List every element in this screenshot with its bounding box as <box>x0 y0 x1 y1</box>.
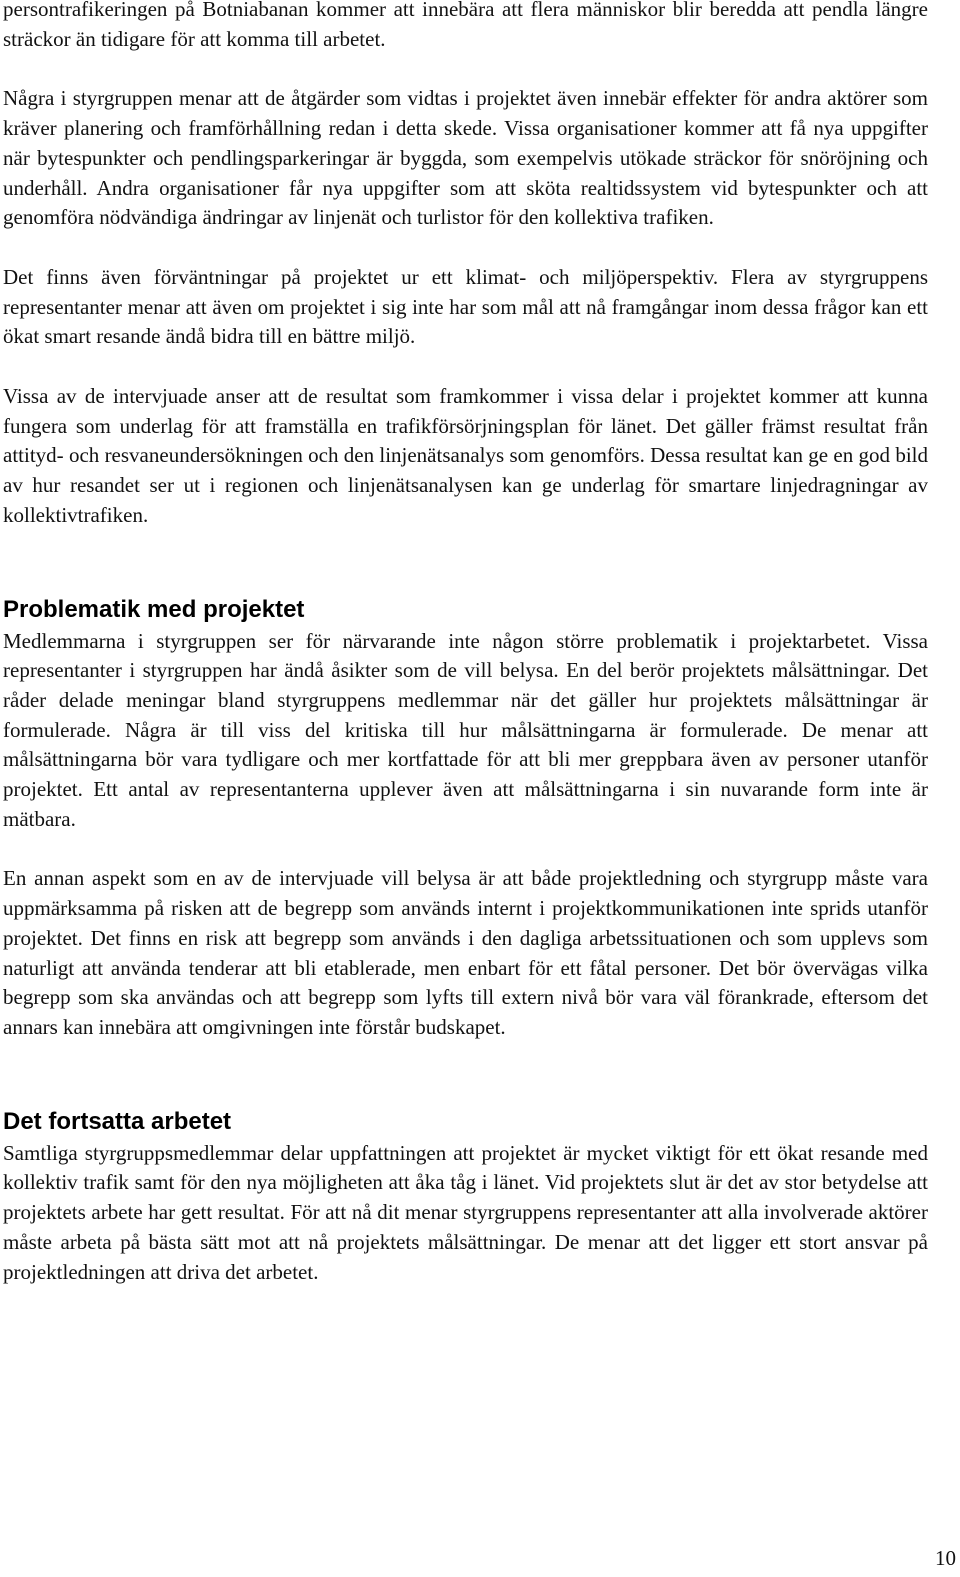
section-spacer <box>3 561 928 595</box>
body-paragraph: Det finns även förväntningar på projektet ur ett klimat- och miljöperspektiv. Flera av styrgruppens representanter menar att även om projektet i sig inte har som mål att nå framgångar inom dessa frågor kan ett ökat smart resande ändå bidra till en bättre miljö. <box>3 264 928 349</box>
body-paragraph: Medlemmarna i styrgruppen ser för närvarande inte någon större problematik i projektarbetet. Vissa representanter i styrgruppen har ändå åsikter som de vill belysa. En del berör projektets målsättningar. Det råder delade meningar bland styrgruppens medlemmar när det gäller hur projektets målsättningar är formulerade. Några är till viss del kritiska till hur målsättningarna är formulerade. De menar att målsättningarna bör vara tydligare och mer kortfattade för att bli mer greppbara även av personer utanför projektet. Ett antal av representanterna upplever även att målsättningarna i sin nuvarande form inte är mätbara. <box>3 628 928 831</box>
body-paragraph: En annan aspekt som en av de intervjuade vill belysa är att både projektledning och styrgrupp måste vara uppmärksamma på risken att de begrepp som används internt i projektkommunikationen inte sprids utanför projektet. Det finns en risk att begrepp som används i den dagliga arbetssituationen och som upplevs som naturligt att använda tenderar att bli etablerade, men enbart för ett fåtal personer. Det bör övervägas vilka begrepp som ska användas och att begrepp som lyfts till extern nivå bör vara väl förankrade, eftersom det annars kan innebära att omgivningen inte förstår budskapet. <box>3 866 928 1039</box>
body-paragraph: Några i styrgruppen menar att de åtgärder som vidtas i projektet även innebär effekter för andra aktörer som kräver planering och framförhållning redan i detta skede. Vissa organisationer kommer att få nya uppgifter när bytespunkter och pendlingsparkeringar är byggda, som exempelvis utökade sträckor för snöröjning och underhåll. Andra organisationer får nya uppgifter som att sköta realtidssystem vid bytespunkter och att genomföra nödvändiga ändringar av linjenät och turlistor för den kollektiva trafiken. <box>3 86 928 230</box>
page-number: 10 <box>935 1546 956 1570</box>
body-paragraph: Samtliga styrgruppsmedlemmar delar uppfattningen att projektet är mycket viktigt för ett ökat resande med kollektiv trafik samt för den nya möjligheten att åka tåg i länet. Vid projektets slut är det av stor betydelse att projektets arbete har gett resultat. För att nå dit menar styrgruppens representanter att alla involverade aktörer måste arbeta på bästa sätt mot att nå projektets målsättningar. De menar att det ligger ett stort ansvar på projektledningen att driva det arbetet. <box>3 1140 928 1284</box>
body-paragraph: Vissa av de intervjuade anser att de resultat som framkommer i vissa delar i projektet kommer att kunna fungera som underlag för att framställa en trafikförsörjningsplan för länet. Det gäller främst resultat från attityd- och resvaneundersökningen och den linjenätsanalys som genomförs. Dessa resultat kan ge en god bild av hur resandet ser ut i regionen och linjenätsanalysen kan ge underlag för smartare linjedragningar av kollektivtrafiken. <box>3 384 928 527</box>
page-content <box>3 0 928 1317</box>
section-heading-continued: Det fortsatta arbetet <box>3 1107 232 1135</box>
section-spacer <box>3 1073 928 1107</box>
body-paragraph: persontrafikeringen på Botniabanan kommer att innebära att flera människor blir beredda att pendla längre sträckor än tidigare för att komma till arbetet. <box>3 0 928 51</box>
section-heading-problem: Problematik med projektet <box>3 595 305 623</box>
